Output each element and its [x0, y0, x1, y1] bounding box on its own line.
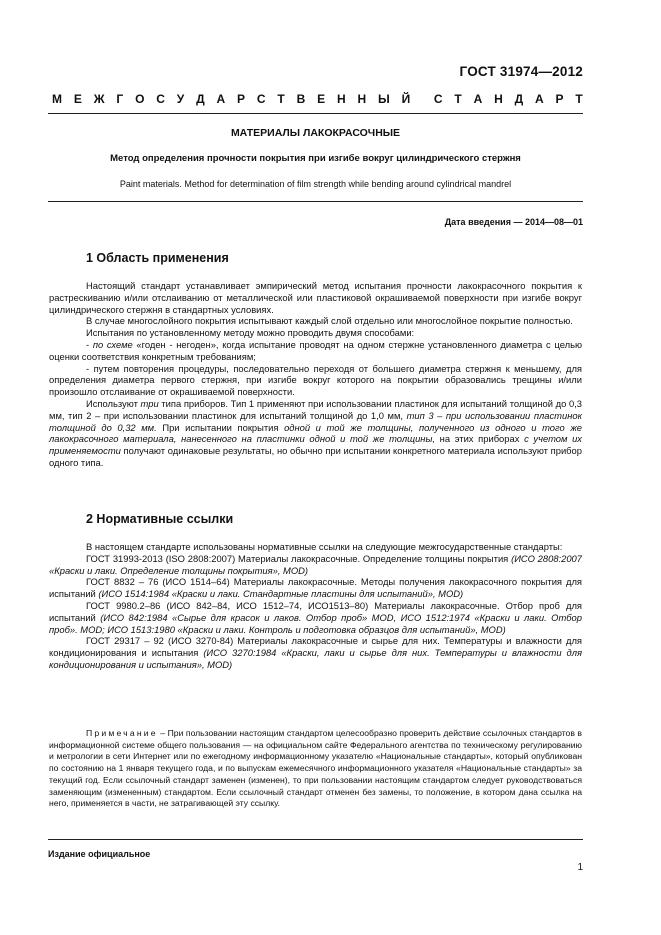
paragraph: В настоящем стандарте использованы нормативные ссылки на следующие межгосударственные стандарты:	[86, 541, 563, 552]
section-1-heading: 1 Область применения	[86, 251, 229, 265]
english-title: Paint materials. Method for determination of film strength while bending around cylindrical mandrel	[119, 179, 512, 189]
banner-letter: Т	[575, 92, 583, 106]
banner-letter: А	[473, 92, 483, 106]
banner-letter: Р	[237, 92, 246, 106]
banner-letter: А	[216, 92, 226, 106]
reference-item: ГОСТ 29317 – 92 (ИСО 3270-84) Материалы лакокрасочные и сырье для них. Температуры и влажности для кондиционирования и испытания (ИСО 3270:1984 «Краски, лаки и сырье для них. Температуры и влажности для кондиционирования и испытания», MOD)	[49, 635, 582, 670]
paragraph: Настоящий стандарт устанавливает эмпирический метод испытания прочности лакокрасочного покрытия к растрескиванию и/или отслаиванию от металлической или пластиковой окрашиваемой поверхности при изгибе вокруг цилиндрического стержня в стандартных условиях.	[49, 280, 582, 315]
document-subtitle: Метод определения прочности покрытия при изгибе вокруг цилиндрического стержня	[110, 153, 521, 164]
header-divider	[48, 113, 583, 114]
paragraph: - по схеме «годен - негоден», когда испытание проводят на одном стержне установленного диаметра с целью оценки соответствия конкретным требованиям;	[49, 338, 582, 362]
edition-label: Издание официальное	[48, 849, 151, 859]
title-divider	[48, 201, 583, 202]
footer-divider	[48, 839, 583, 840]
reference-item: ГОСТ 9980.2–86 (ИСО 842–84, ИСО 1512–74, ИСО1513–80) Материалы лакокрасочные. Отбор проб для испытаний (ИСО 842:1984 «Сырье для красок и лаков. Отбор проб» MOD, ИСО 1512:1974 «Краски и лаки. Отбор проб». MOD; ИСО 1513:1980 «Краски и лаки. Контроль и подготовка образцов для испытаний», MOD)	[49, 599, 582, 635]
paragraph: Испытания по установленному методу можно проводить двумя способами:	[86, 327, 415, 339]
banner-letter: Д	[514, 92, 524, 106]
note-block	[49, 728, 582, 810]
paragraph: В случае многослойного покрытия испытывают каждый слой отдельно или многослойное покрытие полностью.	[86, 315, 573, 327]
banner-letter: Е	[73, 92, 82, 106]
banner-letter: В	[296, 92, 306, 106]
paragraph: - путем повторения процедуры, последовательно переходя от большего диаметра стержня к меньшему, для определения диаметра первого стержня, при изгибе вокруг которого на покрытии образовались трещины и/или произошло отслаивание от окрашиваемой поверхности.	[49, 362, 582, 398]
document-number: ГОСТ 31974—2012	[459, 64, 583, 79]
banner-letter: Ы	[377, 92, 390, 106]
banner-letter: Т	[277, 92, 285, 106]
document-title: МАТЕРИАЛЫ ЛАКОКРАСОЧНЫЕ	[230, 127, 401, 139]
paragraph: Используют три типа приборов. Тип 1 применяют при использовании пластинок для испытаний толщиной до 0,3 мм, тип 2 – при использовании пластинок для испытаний толщиной до 1,0 мм, тип 3 – при использовании пластинок толщиной до 0,32 мм. При испытании покрытия одной и той же толщины, полученного из одного и того же лакокрасочного материала, нанесенного на пластинки одной и той же толщины, на этих приборах с учетом их применяемости получают одинаковые результаты, но обычно при испытании конкретного материала используют прибор одного типа.	[49, 397, 583, 468]
introduction-date: Дата введения — 2014—08—01	[444, 217, 583, 227]
banner-letter: С	[156, 92, 165, 106]
banner-letter: Н	[336, 92, 346, 106]
section-1-body	[49, 280, 582, 469]
banner-letter: С	[433, 92, 443, 106]
section-2-body	[49, 541, 582, 671]
banner-letter: Е	[317, 92, 326, 106]
banner-letter: Н	[357, 92, 367, 106]
banner-letter: О	[135, 92, 145, 106]
page-number: 1	[577, 862, 583, 873]
banner-letter: М	[52, 92, 62, 106]
reference-item: ГОСТ 31993-2013 (ISO 2808:2007) Материалы лакокрасочные. Определение толщины покрытия (ИСО 2808:2007 «Краски и лаки. Определение толщины покрытия», MOD)	[49, 552, 582, 576]
note-label: Примечание	[86, 728, 158, 738]
banner-letter: Й	[401, 92, 411, 106]
banner-letter: А	[535, 92, 544, 106]
banner-letter: Д	[196, 92, 205, 106]
banner-letter: Г	[116, 92, 124, 106]
banner-letter: Р	[555, 92, 564, 106]
banner-letter: Н	[494, 92, 503, 106]
banner-letter: Т	[454, 92, 462, 106]
banner-letter: С	[256, 92, 266, 106]
banner-letter: У	[176, 92, 185, 106]
note-paragraph: Примечание – При пользовании настоящим стандартом целесообразно проверить действие ссылочных стандартов в информационной системе общего пользования — на официальном сайте Федерального агентства по техническому регулированию и метрологии в сети Интернет или по ежегодному информационному указателю «Национальные стандарты», который опубликован по состоянию на 1 января текущего года, и по выпускам ежемесячного информационного указателя «Национальные стандарты» за текущий год. Если ссылочный стандарт заменен (изменен), то при пользовании настоящим стандартом следует руководствоваться заменяющим (измененным) стандартом. Если ссылочный стандарт отменен без замены, то положение, в котором дана ссылка на него, применяется в части, не затрагивающей эту ссылку.	[49, 728, 582, 809]
banner-letter: Ж	[93, 92, 105, 106]
reference-item: ГОСТ 8832 – 76 (ИСО 1514–64) Материалы лакокрасочные. Методы получения лакокрасочного покрытия для испытаний (ИСО 1514:1984 «Краски и лаки. Стандартные пластины для испытаний», MOD)	[49, 576, 582, 600]
section-2-heading: 2 Нормативные ссылки	[86, 512, 234, 526]
interstate-standard-banner	[52, 92, 583, 106]
